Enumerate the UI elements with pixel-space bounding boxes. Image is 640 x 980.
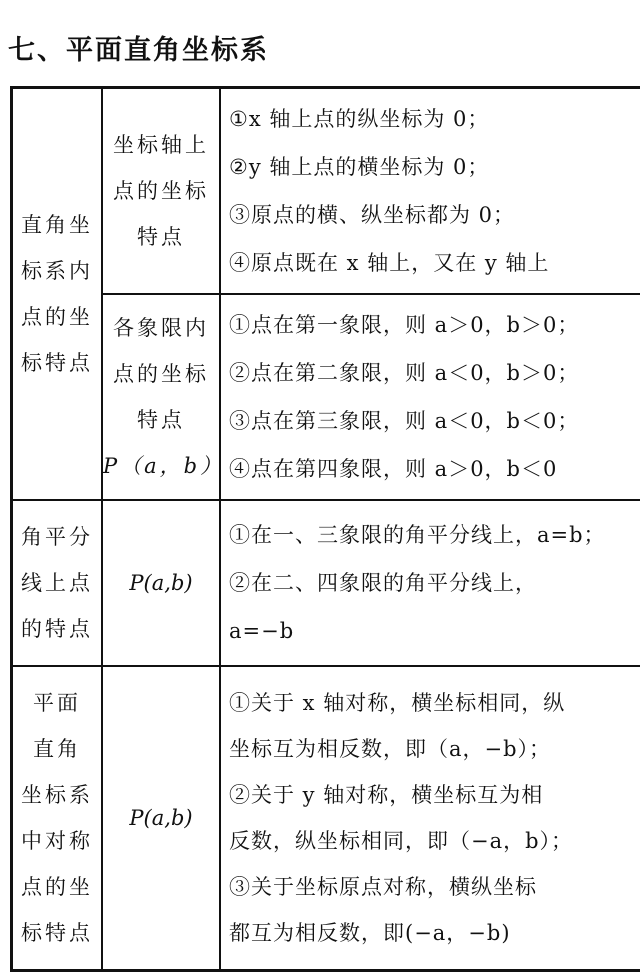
- list-item: ①在一、三象限的角平分线上，a=b；: [229, 523, 606, 548]
- list-item: 都互为相反数，即(−a，−b): [229, 921, 511, 946]
- table-row: [12, 666, 640, 970]
- list-item: ②y 轴上点的横坐标为 0；: [229, 154, 490, 179]
- quadrant-points-content: [220, 294, 640, 500]
- table-row: [12, 88, 640, 294]
- coordinate-table: [10, 86, 640, 972]
- axis-points-content: [220, 88, 640, 294]
- list-item: ④点在第四象限，则 a＞0，b＜0: [229, 456, 558, 481]
- list-item: ④原点既在 x 轴上，又在 y 轴上: [229, 250, 550, 275]
- list-item: 坐标互为相反数，即（a，−b）；: [229, 737, 552, 762]
- list-item: 反数，纵坐标相同，即（−a，b）；: [229, 829, 574, 854]
- subheader-quadrant-points: 各象限内 点的坐标 特点 P（a，b）: [102, 294, 220, 500]
- bisector-point: P(a,b): [102, 500, 220, 666]
- list-item: ③关于坐标原点对称，横纵坐标: [229, 875, 537, 900]
- row-header-symmetry: 平面 直角 坐标系 中对称 点的坐 标特点: [12, 666, 103, 970]
- list-item: ③点在第三象限，则 a＜0，b＜0；: [229, 408, 580, 433]
- list-item: ①关于 x 轴对称，横坐标相同，纵: [229, 691, 566, 716]
- list-item: ③原点的横、纵坐标都为 0；: [229, 202, 516, 227]
- table-row: [12, 294, 640, 500]
- list-item: a=−b: [229, 619, 295, 644]
- list-item: ①x 轴上点的纵坐标为 0；: [229, 106, 490, 131]
- subheader-axis-points: 坐标轴上 点的坐标 特点: [102, 88, 220, 294]
- section-heading: 七、平面直角坐标系: [8, 35, 269, 66]
- table-row: [12, 500, 640, 666]
- row-header-coordinate-features: 直角坐 标系内 点的坐 标特点: [12, 88, 103, 500]
- list-item: ①点在第一象限，则 a＞0，b＞0；: [229, 312, 580, 337]
- list-item: ②在二、四象限的角平分线上，: [229, 571, 537, 596]
- symmetry-point: P(a,b): [102, 666, 220, 970]
- bisector-content: [220, 500, 640, 666]
- list-item: ②点在第二象限，则 a＜0，b＞0；: [229, 360, 580, 385]
- symmetry-content: [220, 666, 640, 970]
- row-header-bisector: 角平分 线上点 的特点: [12, 500, 103, 666]
- list-item: ②关于 y 轴对称，横坐标互为相: [229, 783, 544, 808]
